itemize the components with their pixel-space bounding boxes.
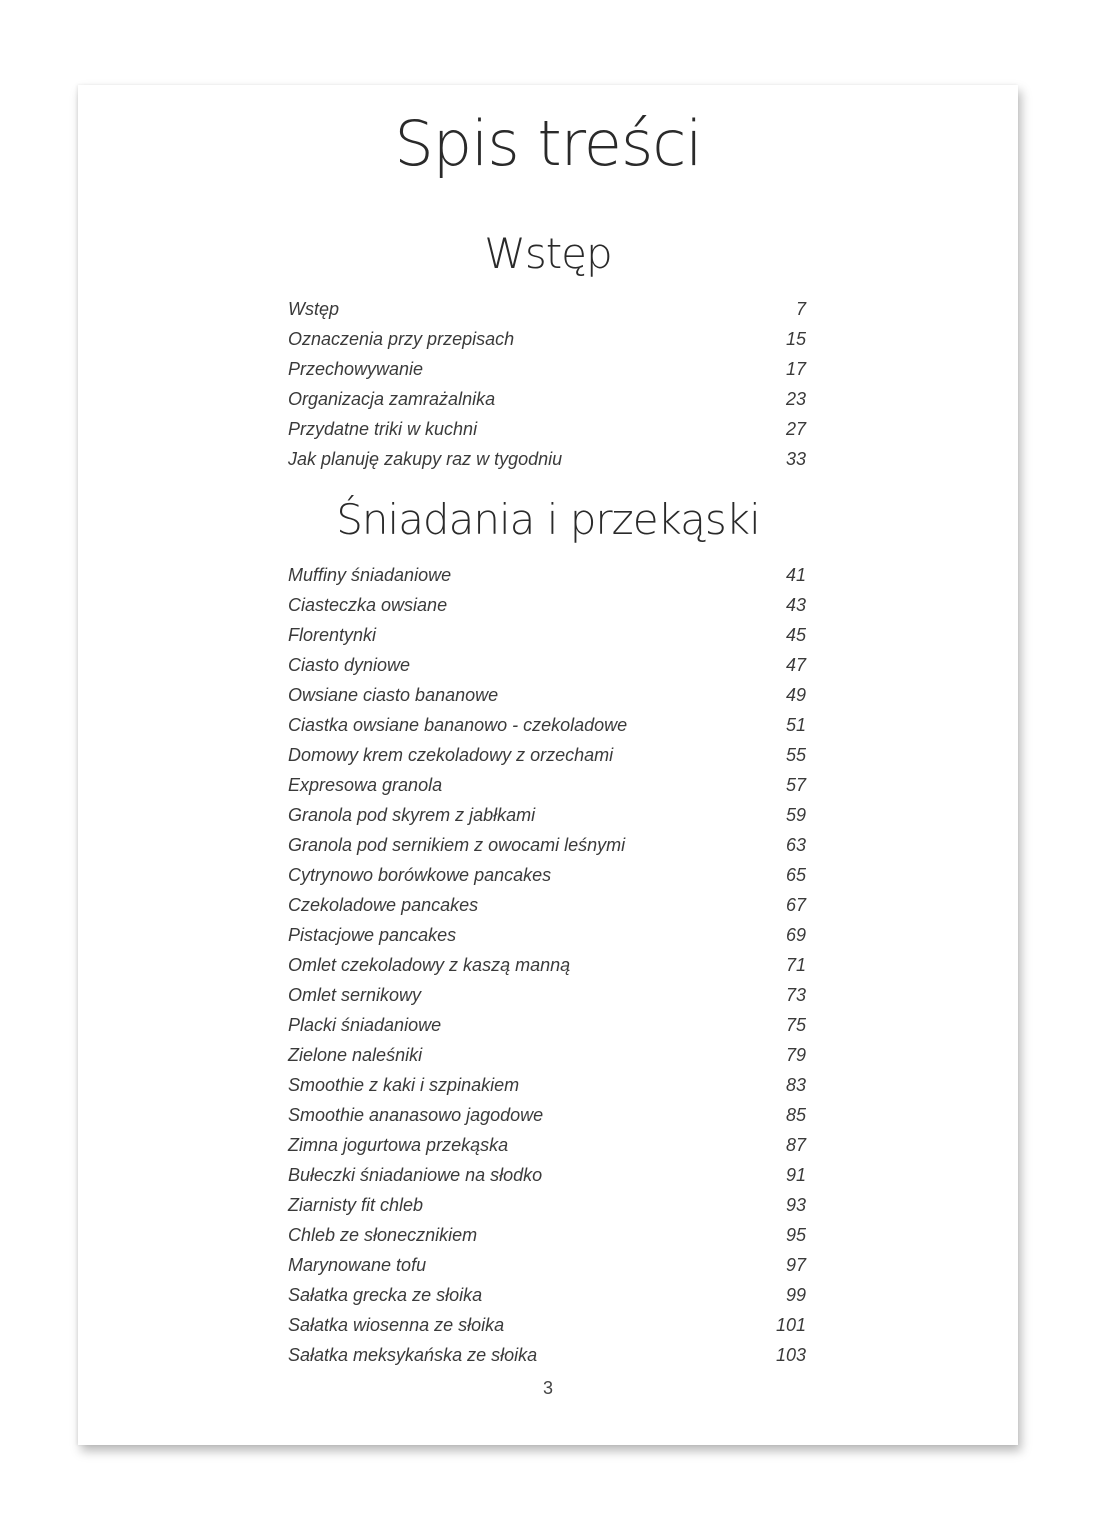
toc-entry-page: 45 <box>785 624 806 645</box>
toc-entry <box>288 1040 806 1070</box>
toc-entry-label: Ciasteczka owsiane <box>288 594 448 615</box>
toc-entry-page: 57 <box>785 774 806 795</box>
toc-entry-label: Sałatka meksykańska ze słoika <box>288 1344 538 1365</box>
toc-entry-label: Omlet czekoladowy z kaszą manną <box>288 954 571 975</box>
toc-entry-label: Expresowa granola <box>288 774 443 795</box>
toc-list-sniadania <box>288 560 806 1370</box>
toc-entry-page: 71 <box>785 954 806 975</box>
toc-entry-label: Ziarnisty fit chleb <box>288 1194 424 1215</box>
toc-entry-page: 51 <box>785 714 806 735</box>
toc-entry-label: Owsiane ciasto bananowe <box>288 684 499 705</box>
toc-entry-page: 103 <box>775 1344 806 1365</box>
toc-entry-label: Ciasto dyniowe <box>288 654 411 675</box>
toc-entry <box>288 920 806 950</box>
toc-entry-page: 41 <box>785 564 806 585</box>
toc-entry-page: 87 <box>785 1134 806 1155</box>
toc-entry-page: 99 <box>785 1284 806 1305</box>
toc-entry-page: 43 <box>785 594 806 615</box>
toc-entry <box>288 1160 806 1190</box>
toc-entry-page: 7 <box>795 298 806 319</box>
toc-entry-label: Marynowane tofu <box>288 1254 427 1275</box>
toc-entry <box>288 710 806 740</box>
toc-entry-page: 75 <box>785 1014 806 1035</box>
toc-entry <box>288 324 806 354</box>
toc-entry-page: 27 <box>785 418 806 439</box>
toc-entry <box>288 414 806 444</box>
toc-entry-label: Sałatka wiosenna ze słoika <box>288 1314 505 1335</box>
toc-entry-page: 15 <box>785 328 806 349</box>
toc-entry-label: Muffiny śniadaniowe <box>288 564 452 585</box>
toc-entry <box>288 740 806 770</box>
toc-entry-page: 55 <box>785 744 806 765</box>
section-title-sniadania: Śniadania i przekąski <box>336 495 760 544</box>
toc-entry-page: 23 <box>785 388 806 409</box>
toc-entry <box>288 384 806 414</box>
toc-entry <box>288 620 806 650</box>
toc-entry-label: Przechowywanie <box>288 358 424 379</box>
toc-entry-page: 69 <box>785 924 806 945</box>
toc-entry-label: Chleb ze słonecznikiem <box>288 1224 478 1245</box>
toc-entry-page: 91 <box>785 1164 806 1185</box>
toc-entry <box>288 830 806 860</box>
section-title-wstep: Wstęp <box>484 229 612 278</box>
toc-entry-label: Sałatka grecka ze słoika <box>288 1284 483 1305</box>
page-number: 3 <box>542 1378 553 1398</box>
page-title: Spis treści <box>394 107 702 180</box>
toc-entry-label: Cytrynowo borówkowe pancakes <box>288 864 552 885</box>
toc-entry-label: Czekoladowe pancakes <box>288 894 479 915</box>
toc-entry-page: 67 <box>785 894 806 915</box>
toc-entry-page: 17 <box>785 358 806 379</box>
toc-entry-label: Oznaczenia przy przepisach <box>288 328 515 349</box>
toc-entry-page: 79 <box>785 1044 806 1065</box>
toc-entry <box>288 1250 806 1280</box>
toc-entry-label: Domowy krem czekoladowy z orzechami <box>288 744 614 765</box>
toc-entry-page: 63 <box>785 834 806 855</box>
toc-entry <box>288 1280 806 1310</box>
toc-entry-page: 83 <box>785 1074 806 1095</box>
toc-entry-page: 101 <box>775 1314 806 1335</box>
toc-entry <box>288 800 806 830</box>
toc-entry-label: Wstęp <box>288 298 340 319</box>
toc-entry <box>288 1010 806 1040</box>
toc-entry <box>288 1100 806 1130</box>
toc-entry-page: 65 <box>785 864 806 885</box>
toc-entry-label: Ciastka owsiane bananowo - czekoladowe <box>288 714 628 735</box>
toc-entry-page: 85 <box>785 1104 806 1125</box>
toc-entry-page: 59 <box>785 804 806 825</box>
toc-entry-label: Smoothie z kaki i szpinakiem <box>288 1074 520 1095</box>
toc-entry-page: 97 <box>785 1254 806 1275</box>
toc-entry <box>288 1310 806 1340</box>
toc-entry-label: Zimna jogurtowa przekąska <box>288 1134 509 1155</box>
toc-entry-label: Pistacjowe pancakes <box>288 924 457 945</box>
toc-entry-page: 49 <box>785 684 806 705</box>
toc-entry-page: 73 <box>785 984 806 1005</box>
toc-entry-label: Organizacja zamrażalnika <box>288 388 496 409</box>
toc-entry-label: Florentynki <box>288 624 377 645</box>
document-page <box>78 85 1018 1445</box>
toc-entry-label: Bułeczki śniadaniowe na słodko <box>288 1164 543 1185</box>
toc-entry-label: Smoothie ananasowo jagodowe <box>288 1104 544 1125</box>
toc-entry <box>288 294 806 324</box>
toc-entry <box>288 560 806 590</box>
toc-entry <box>288 680 806 710</box>
toc-entry <box>288 1340 806 1370</box>
toc-entry-page: 95 <box>785 1224 806 1245</box>
toc-entry <box>288 1190 806 1220</box>
toc-entry <box>288 860 806 890</box>
toc-entry <box>288 1070 806 1100</box>
toc-entry <box>288 650 806 680</box>
toc-entry <box>288 980 806 1010</box>
toc-entry <box>288 444 806 474</box>
toc-entry-label: Granola pod sernikiem z owocami leśnymi <box>288 834 626 855</box>
toc-entry <box>288 1130 806 1160</box>
toc-entry-label: Granola pod skyrem z jabłkami <box>288 804 536 825</box>
toc-entry-page: 93 <box>785 1194 806 1215</box>
toc-entry-label: Przydatne triki w kuchni <box>288 418 478 439</box>
toc-entry <box>288 1220 806 1250</box>
toc-entry <box>288 354 806 384</box>
toc-entry-label: Jak planuję zakupy raz w tygodniu <box>288 448 563 469</box>
toc-entry-page: 47 <box>785 654 806 675</box>
toc-entry-label: Omlet sernikowy <box>288 984 422 1005</box>
toc-entry <box>288 890 806 920</box>
toc-entry <box>288 950 806 980</box>
toc-list-wstep <box>288 294 806 474</box>
toc-entry-label: Placki śniadaniowe <box>288 1014 442 1035</box>
toc-entry-label: Zielone naleśniki <box>288 1044 423 1065</box>
toc-entry <box>288 590 806 620</box>
toc-entry <box>288 770 806 800</box>
toc-entry-page: 33 <box>785 448 806 469</box>
